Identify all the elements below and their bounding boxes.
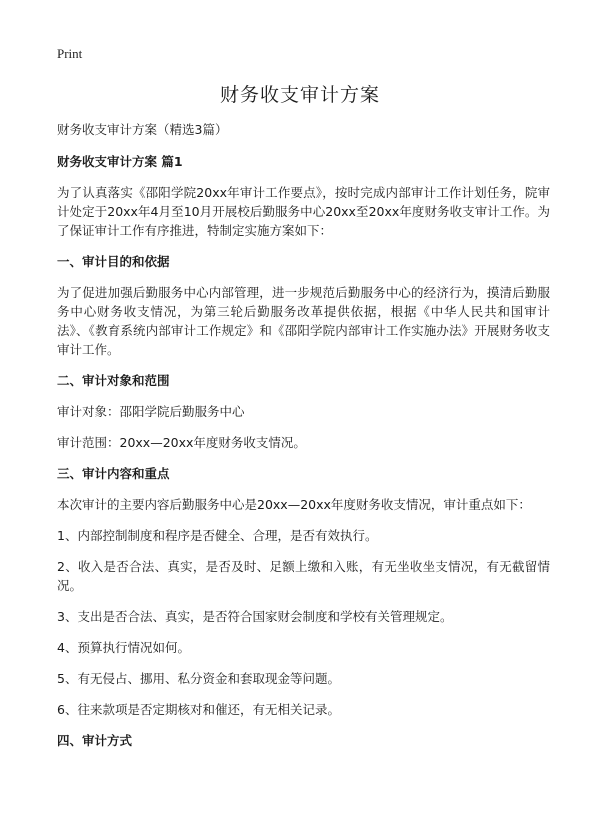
paragraph-purpose: 为了促进加强后勤服务中心内部管理，进一步规范后勤服务中心的经济行为，摸清后勤服务中心财务收支情况，为第三轮后勤服务改革提供依据，根据《中华人民共和国审计法》、《教育系统内部审计工作规定》和《邵阳学院内部审计工作实施办法》开展财务收支审计工作。 xyxy=(57,285,550,357)
list-item: 5、有无侵占、挪用、私分资金和套取现金等问题。 xyxy=(57,671,340,686)
list-item: 3、支出是否合法、真实，是否符合国家财会制度和学校有关管理规定。 xyxy=(57,609,453,624)
section-heading: 财务收支审计方案 篇1 xyxy=(57,154,183,169)
paragraph-audit-range: 审计范围：20xx—20xx年度财务收支情况。 xyxy=(57,435,306,450)
list-item: 2、收入是否合法、真实，是否及时、足额上缴和入账，有无坐收坐支情况，有无截留情况。 xyxy=(57,559,550,593)
heading-method: 四、审计方式 xyxy=(57,733,133,748)
paragraph-audit-object: 审计对象：邵阳学院后勤服务中心 xyxy=(57,404,245,419)
list-item: 1、内部控制制度和程序是否健全、合理，是否有效执行。 xyxy=(57,528,378,543)
print-link[interactable]: Print xyxy=(57,46,83,61)
document-body xyxy=(57,120,550,750)
paragraph-content: 本次审计的主要内容后勤服务中心是20xx—20xx年度财务收支情况，审计重点如下： xyxy=(57,497,531,512)
list-item: 6、往来款项是否定期核对和催还，有无相关记录。 xyxy=(57,702,340,717)
document-subtitle: 财务收支审计方案（精选3篇） xyxy=(57,122,228,137)
heading-purpose: 一、审计目的和依据 xyxy=(57,254,170,269)
intro-paragraph: 为了认真落实《邵阳学院20xx年审计工作要点》，按时完成内部审计工作计划任务，院审计处定于20xx年4月至10月开展校后勤服务中心20xx至20xx年度财务收支审计工作。为了保证审计工作有序推进，特制定实施方案如下： xyxy=(57,185,550,238)
heading-content: 三、审计内容和重点 xyxy=(57,466,170,481)
document-title: 财务收支审计方案 xyxy=(219,84,380,106)
heading-scope: 二、审计对象和范围 xyxy=(57,373,170,388)
list-item: 4、预算执行情况如何。 xyxy=(57,640,190,655)
